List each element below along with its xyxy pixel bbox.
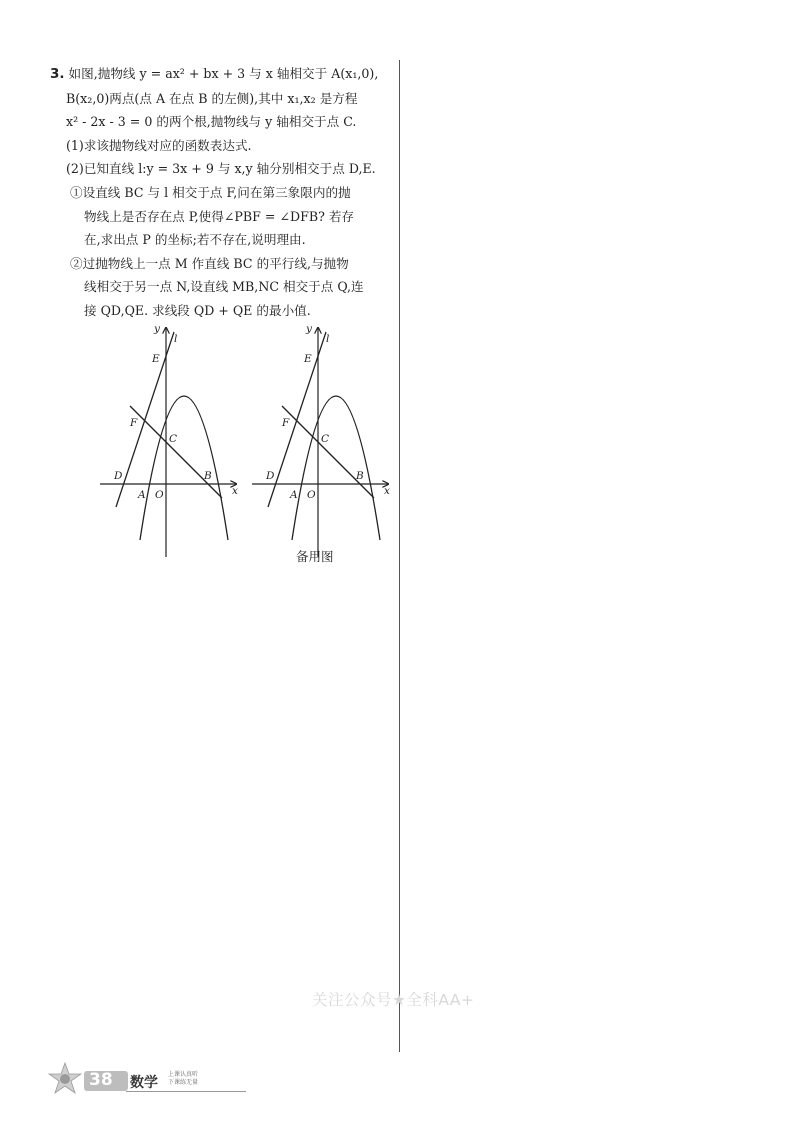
page-footer — [48, 1062, 408, 1098]
question-1: (1)求该抛物线对应的函数表达式. — [66, 137, 252, 153]
label-a: A — [290, 489, 298, 501]
label-y: y — [154, 323, 160, 335]
label-f: F — [130, 417, 138, 429]
label-l: l — [326, 333, 330, 345]
footer-rule — [126, 1091, 246, 1092]
sub-question-1-line-2: 物线上是否存在点 P,使得∠PBF = ∠DFB? 若存 — [84, 208, 355, 224]
label-x: x — [384, 485, 390, 497]
line-l — [268, 332, 326, 507]
label-l: l — [174, 333, 178, 345]
problem-text: 如图,抛物线 y = ax² + bx + 3 与 x 轴相交于 A(x₁,0), — [68, 66, 379, 81]
label-c: C — [321, 433, 330, 445]
label-c: C — [169, 433, 178, 445]
slogan-line-1: 上课认真听 — [168, 1071, 199, 1078]
label-y: y — [306, 323, 312, 335]
figure-caption: 备用图 — [296, 549, 334, 564]
star-logo-icon — [48, 1062, 82, 1096]
sub-question-1-line-1: ①设直线 BC 与 l 相交于点 F,问在第三象限内的抛 — [70, 184, 351, 200]
line-l — [116, 332, 174, 507]
parabola — [140, 396, 228, 540]
question-2: (2)已知直线 l:y = 3x + 9 与 x,y 轴分别相交于点 D,E. — [66, 161, 376, 177]
subject-title: 数学 — [130, 1075, 158, 1091]
label-x: x — [232, 485, 238, 497]
figure-backup — [250, 322, 400, 566]
page-number: 38 — [89, 1070, 113, 1090]
label-o: O — [155, 489, 164, 501]
problem-3 — [50, 62, 396, 323]
problem-number: 3. — [50, 66, 65, 82]
slogan — [168, 1071, 198, 1087]
label-d: D — [114, 470, 123, 482]
label-e: E — [304, 353, 312, 365]
problem-line-2: B(x₂,0)两点(点 A 在点 B 的左侧),其中 x₁,x₂ 是方程 — [66, 90, 358, 106]
slogan-line-2: 下课练无量 — [168, 1079, 199, 1086]
problem-line-1 — [50, 62, 396, 87]
label-e: E — [152, 353, 160, 365]
label-f: F — [282, 417, 290, 429]
label-b: B — [204, 470, 212, 482]
label-b: B — [356, 470, 364, 482]
sub-question-1-line-3: 在,求出点 P 的坐标;若不存在,说明理由. — [84, 232, 306, 248]
watermark: 关注公众号★全科AA+ — [312, 991, 475, 1009]
problem-line-3: x² - 2x - 3 = 0 的两个根,抛物线与 y 轴相交于点 C. — [66, 114, 357, 130]
sub-question-2-line-1: ②过抛物线上一点 M 作直线 BC 的平行线,与抛物 — [70, 255, 349, 271]
label-o: O — [307, 489, 316, 501]
label-a: A — [138, 489, 146, 501]
label-d: D — [266, 470, 275, 482]
parabola — [292, 396, 380, 540]
figure-main — [98, 322, 248, 566]
sub-question-2-line-2: 线相交于另一点 N,设直线 MB,NC 相交于点 Q,连 — [84, 279, 364, 295]
sub-question-2-line-3: 接 QD,QE. 求线段 QD + QE 的最小值. — [84, 302, 311, 318]
